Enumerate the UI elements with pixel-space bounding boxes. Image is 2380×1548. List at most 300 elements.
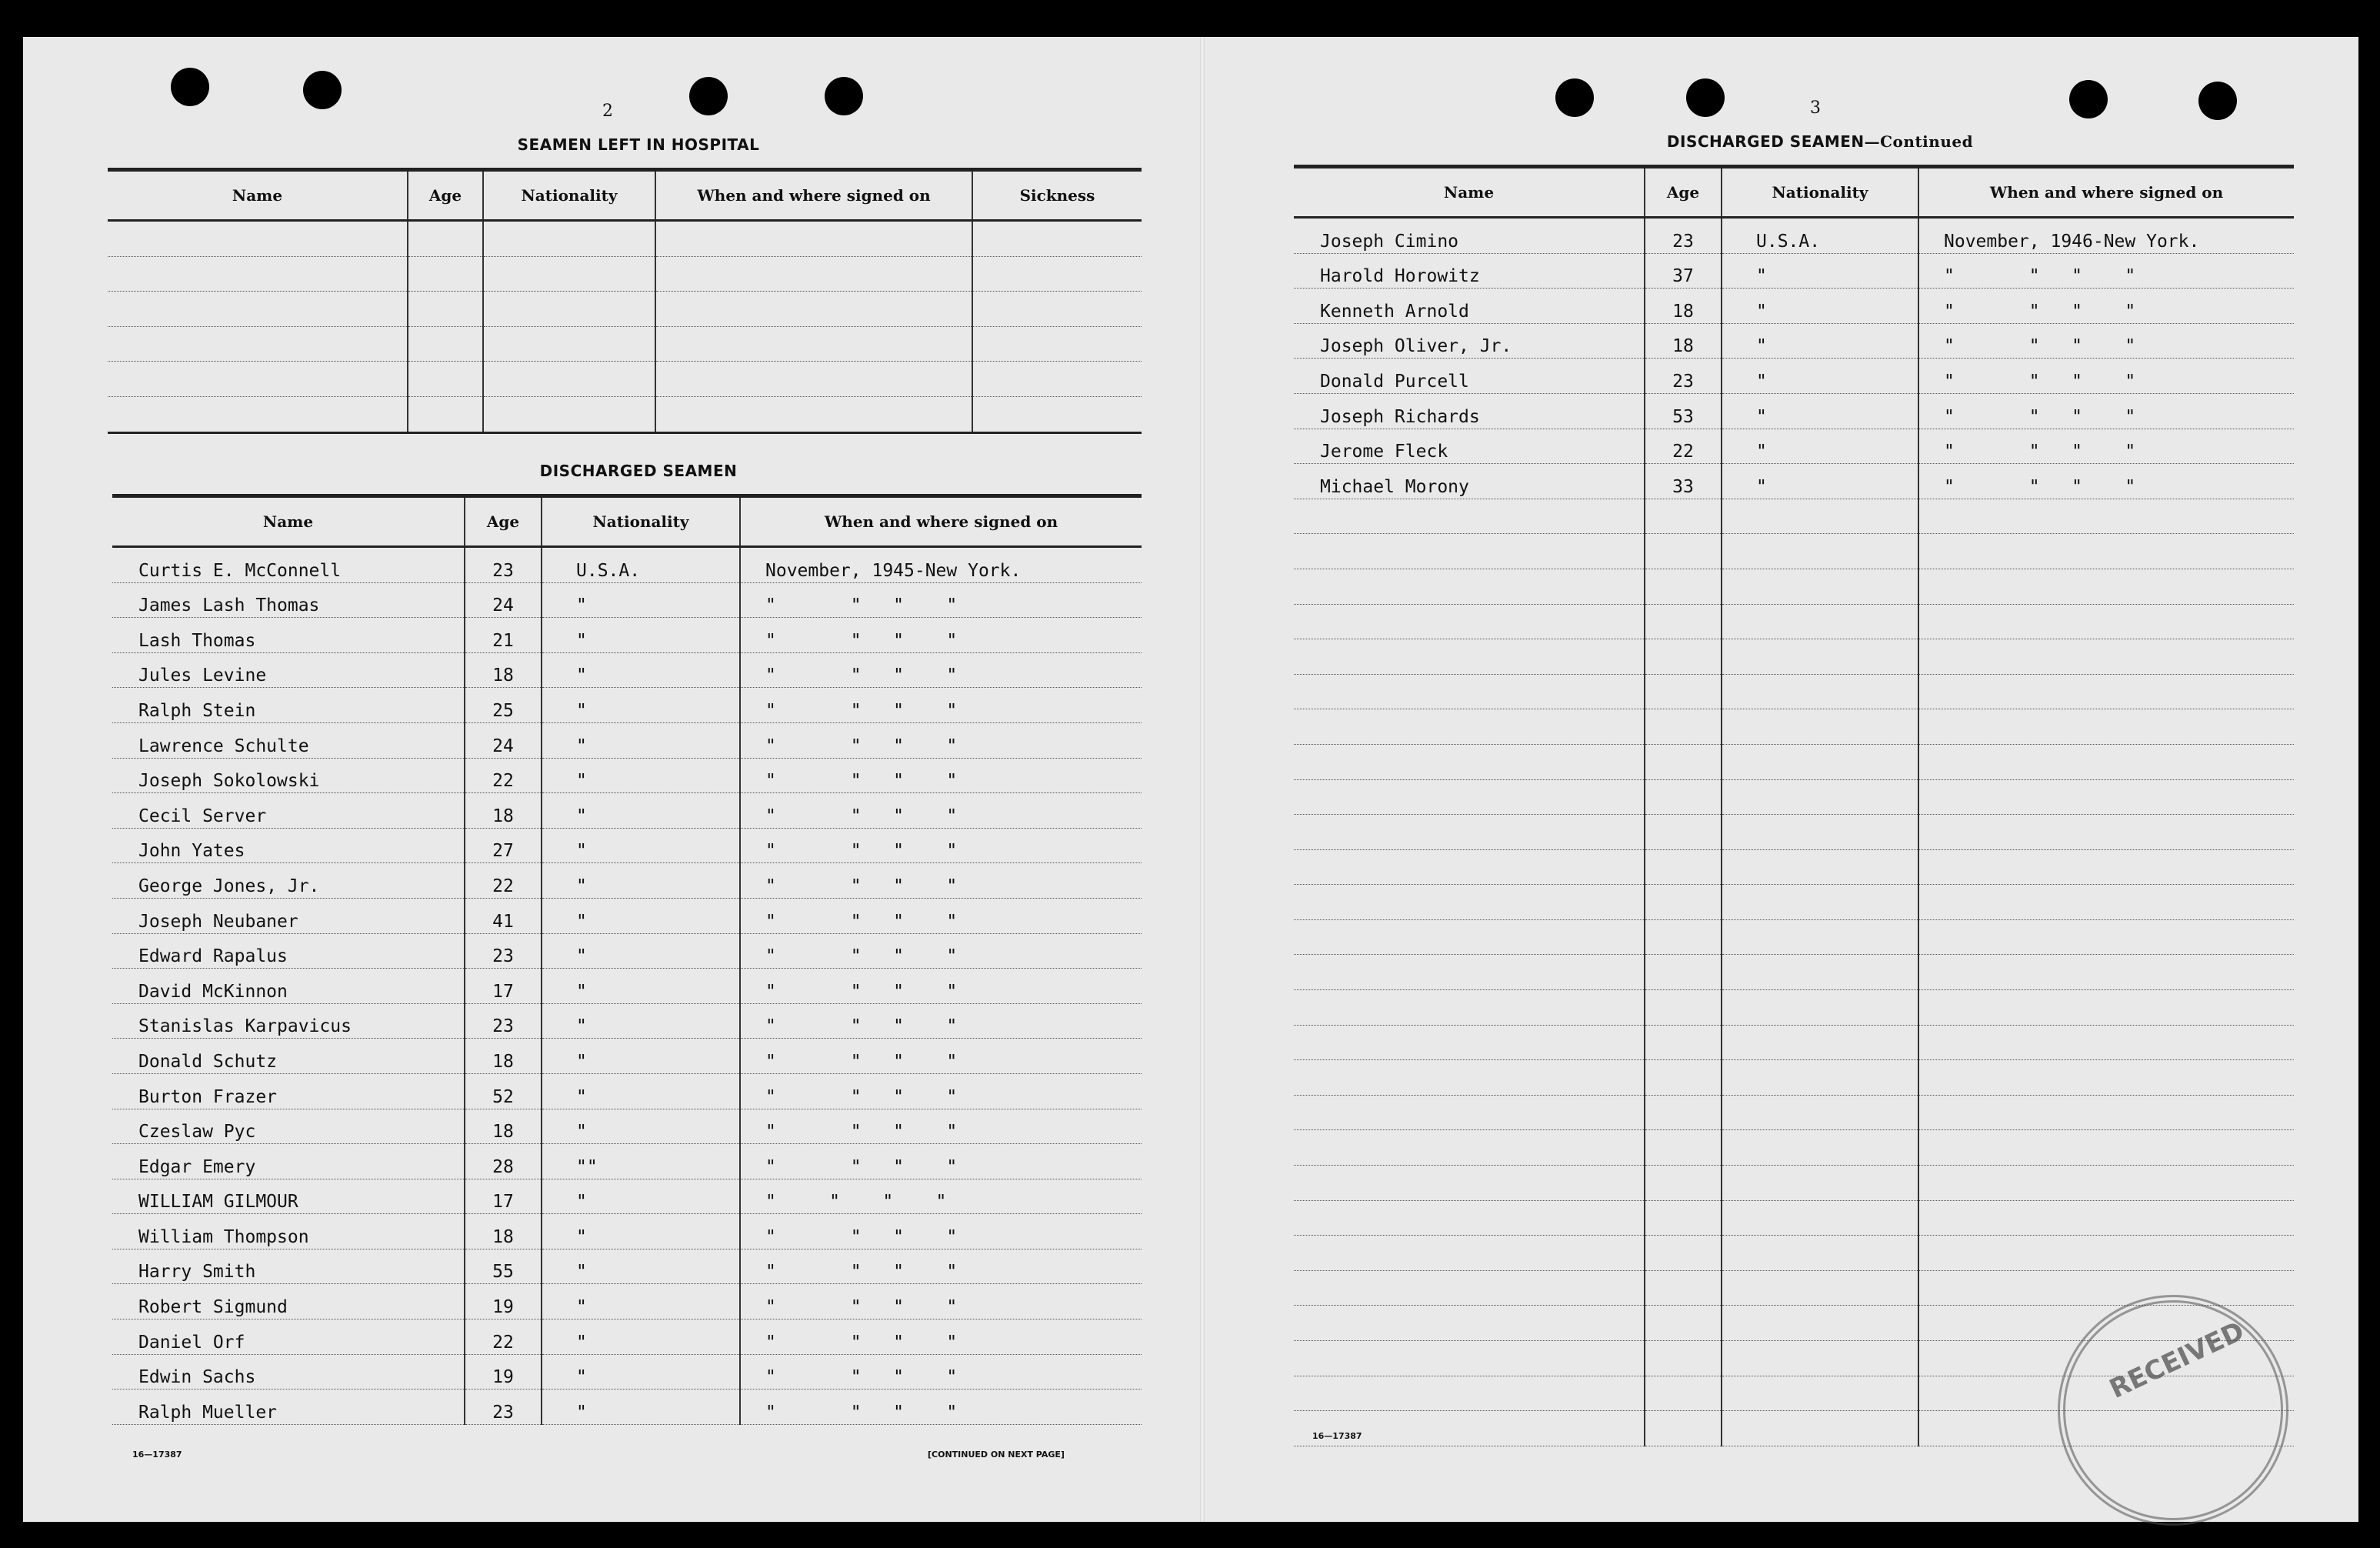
seaman-nationality: " bbox=[1722, 393, 1918, 429]
header-signed-on: When and where signed on bbox=[740, 496, 1142, 547]
seaman-age bbox=[1645, 1376, 1722, 1411]
header-name: Name bbox=[112, 496, 465, 547]
seaman-age bbox=[1645, 849, 1722, 885]
seaman-name: Joseph Richards bbox=[1294, 393, 1645, 429]
seaman-nationality bbox=[1722, 1025, 1918, 1060]
seaman-nationality: " bbox=[542, 1284, 740, 1319]
seaman-age bbox=[1645, 744, 1722, 779]
seaman-signed-on: " " " " bbox=[740, 898, 1142, 933]
seaman-name: Joseph Sokolowski bbox=[112, 758, 465, 793]
seaman-nationality bbox=[1722, 639, 1918, 675]
seaman-nationality bbox=[1722, 1130, 1918, 1166]
seaman-age: 22 bbox=[465, 863, 542, 899]
seaman-age bbox=[1645, 534, 1722, 569]
seaman-age bbox=[1645, 779, 1722, 815]
page-number: 2 bbox=[602, 102, 613, 121]
seaman-signed-on bbox=[1918, 674, 2294, 709]
table-row bbox=[1294, 429, 2294, 464]
seaman-signed-on bbox=[1918, 744, 2294, 779]
table-row bbox=[112, 582, 1142, 618]
table-row bbox=[1294, 990, 2294, 1026]
seaman-nationality bbox=[1722, 990, 1918, 1026]
header-age: Age bbox=[1645, 167, 1722, 218]
seaman-signed-on: " " " " bbox=[740, 758, 1142, 793]
seaman-nationality: " bbox=[1722, 359, 1918, 394]
seaman-nationality: "" bbox=[542, 1144, 740, 1179]
seaman-name: Czeslaw Pyc bbox=[112, 1109, 465, 1144]
seaman-signed-on: " " " " bbox=[740, 933, 1142, 969]
header-name: Name bbox=[108, 170, 408, 221]
seaman-signed-on bbox=[1918, 1130, 2294, 1166]
seaman-name bbox=[1294, 885, 1645, 920]
seaman-nationality: " bbox=[1722, 289, 1918, 324]
seaman-age: 52 bbox=[465, 1073, 542, 1109]
stamp-text: RECEIVED bbox=[2105, 1316, 2249, 1405]
seaman-age: 19 bbox=[465, 1354, 542, 1390]
discharged-rows bbox=[112, 547, 1142, 1425]
seaman-nationality: " bbox=[542, 1249, 740, 1284]
table-row bbox=[108, 362, 1142, 397]
seaman-nationality: " bbox=[542, 1179, 740, 1214]
seaman-name bbox=[1294, 569, 1645, 604]
table-row bbox=[112, 863, 1142, 899]
table-row bbox=[112, 1003, 1142, 1039]
seaman-age bbox=[1645, 499, 1722, 534]
seaman-age: 28 bbox=[465, 1144, 542, 1179]
seaman-nationality bbox=[1722, 744, 1918, 779]
table-row bbox=[1294, 779, 2294, 815]
seaman-signed-on: November, 1945-New York. bbox=[740, 547, 1142, 583]
table-row bbox=[112, 1073, 1142, 1109]
seaman-signed-on: " " " " bbox=[740, 1390, 1142, 1425]
seaman-signed-on: " " " " bbox=[740, 652, 1142, 688]
seaman-nationality bbox=[1722, 604, 1918, 639]
continued-note: [CONTINUED ON NEXT PAGE] bbox=[928, 1450, 1065, 1460]
seaman-age: 37 bbox=[1645, 253, 1722, 289]
seaman-age: 18 bbox=[1645, 323, 1722, 359]
table-row bbox=[108, 221, 1142, 257]
seaman-signed-on: " " " " bbox=[740, 1249, 1142, 1284]
seaman-name bbox=[1294, 1130, 1645, 1166]
seaman-name: Edgar Emery bbox=[112, 1144, 465, 1179]
table-row bbox=[112, 1144, 1142, 1179]
table-row bbox=[1294, 289, 2294, 324]
seaman-name bbox=[1294, 1236, 1645, 1271]
seaman-name: David McKinnon bbox=[112, 969, 465, 1004]
seaman-age: 24 bbox=[465, 722, 542, 758]
seaman-age: 18 bbox=[465, 1039, 542, 1074]
seaman-name: Burton Frazer bbox=[112, 1073, 465, 1109]
seaman-nationality: " bbox=[542, 1003, 740, 1039]
seaman-age bbox=[1645, 1060, 1722, 1096]
seaman-name: Edwin Sachs bbox=[112, 1354, 465, 1390]
received-stamp bbox=[2058, 1295, 2288, 1526]
table-row bbox=[112, 1249, 1142, 1284]
seaman-signed-on bbox=[1918, 534, 2294, 569]
header-name: Name bbox=[1294, 167, 1645, 218]
header-signed-on: When and where signed on bbox=[1918, 167, 2294, 218]
seaman-signed-on bbox=[1918, 815, 2294, 850]
seaman-signed-on bbox=[1918, 955, 2294, 990]
seaman-signed-on bbox=[1918, 1236, 2294, 1271]
seaman-nationality: " bbox=[1722, 323, 1918, 359]
seaman-age: 27 bbox=[465, 828, 542, 863]
seaman-nationality: " bbox=[542, 863, 740, 899]
seaman-name: Donald Schutz bbox=[112, 1039, 465, 1074]
table-row bbox=[1294, 604, 2294, 639]
seaman-age bbox=[1645, 569, 1722, 604]
seaman-nationality bbox=[1722, 1341, 1918, 1376]
seaman-age bbox=[1645, 885, 1722, 920]
table-row bbox=[108, 326, 1142, 362]
seaman-name: Jules Levine bbox=[112, 652, 465, 688]
seaman-nationality: " bbox=[542, 793, 740, 829]
seaman-signed-on bbox=[1918, 1095, 2294, 1130]
discharged-continued-title bbox=[1482, 132, 2158, 151]
seaman-nationality: " bbox=[542, 1390, 740, 1425]
seaman-age: 23 bbox=[1645, 218, 1722, 254]
seaman-name: Stanislas Karpavicus bbox=[112, 1003, 465, 1039]
seaman-age: 17 bbox=[465, 1179, 542, 1214]
seaman-name bbox=[1294, 674, 1645, 709]
seaman-nationality: " bbox=[542, 1319, 740, 1355]
seaman-nationality bbox=[1722, 1236, 1918, 1271]
seaman-name: Harold Horowitz bbox=[1294, 253, 1645, 289]
seaman-nationality bbox=[1722, 849, 1918, 885]
discharged-section-title: DISCHARGED SEAMEN bbox=[539, 462, 738, 480]
seaman-nationality: " bbox=[542, 828, 740, 863]
seaman-signed-on: " " " " bbox=[740, 1179, 1142, 1214]
seaman-name bbox=[1294, 709, 1645, 745]
seaman-nationality bbox=[1722, 919, 1918, 955]
seaman-name bbox=[1294, 1376, 1645, 1411]
seaman-signed-on bbox=[1918, 604, 2294, 639]
seaman-signed-on bbox=[1918, 1270, 2294, 1306]
seaman-age bbox=[1645, 639, 1722, 675]
seaman-age: 23 bbox=[1645, 359, 1722, 394]
seaman-age bbox=[1645, 1270, 1722, 1306]
seaman-nationality: " bbox=[542, 898, 740, 933]
form-number: 16—17387 bbox=[132, 1450, 182, 1460]
seaman-age: 18 bbox=[465, 793, 542, 829]
seaman-signed-on: " " " " bbox=[1918, 323, 2294, 359]
seaman-nationality: " bbox=[1722, 253, 1918, 289]
table-row bbox=[112, 722, 1142, 758]
seaman-nationality: U.S.A. bbox=[1722, 218, 1918, 254]
table-row bbox=[112, 758, 1142, 793]
seaman-age bbox=[1645, 1166, 1722, 1201]
seaman-name: Lash Thomas bbox=[112, 618, 465, 653]
seaman-age: 22 bbox=[465, 1319, 542, 1355]
seaman-nationality: " bbox=[542, 722, 740, 758]
seaman-nationality bbox=[1722, 815, 1918, 850]
table-row bbox=[1294, 1130, 2294, 1166]
table-row bbox=[1294, 1200, 2294, 1236]
seaman-nationality bbox=[1722, 955, 1918, 990]
seaman-name bbox=[1294, 1200, 1645, 1236]
seaman-name: Lawrence Schulte bbox=[112, 722, 465, 758]
table-row bbox=[1294, 744, 2294, 779]
seaman-signed-on: " " " " bbox=[740, 1354, 1142, 1390]
seaman-age: 21 bbox=[465, 618, 542, 653]
seaman-nationality bbox=[1722, 1200, 1918, 1236]
seaman-nationality: " bbox=[542, 933, 740, 969]
seaman-signed-on: " " " " bbox=[1918, 289, 2294, 324]
table-row bbox=[1294, 709, 2294, 745]
seaman-name bbox=[1294, 604, 1645, 639]
seaman-nationality bbox=[1722, 1411, 1918, 1446]
seaman-age bbox=[1645, 1306, 1722, 1341]
seaman-name bbox=[1294, 815, 1645, 850]
seaman-nationality: " bbox=[542, 969, 740, 1004]
seaman-name: Daniel Orf bbox=[112, 1319, 465, 1355]
seaman-signed-on: " " " " bbox=[740, 1144, 1142, 1179]
table-row bbox=[1294, 815, 2294, 850]
seaman-nationality: " bbox=[542, 1039, 740, 1074]
seaman-signed-on bbox=[1918, 990, 2294, 1026]
seaman-signed-on: " " " " bbox=[740, 722, 1142, 758]
seaman-name: William Thompson bbox=[112, 1214, 465, 1249]
seaman-nationality: " bbox=[542, 1214, 740, 1249]
seaman-name: Joseph Oliver, Jr. bbox=[1294, 323, 1645, 359]
seaman-age bbox=[1645, 919, 1722, 955]
seaman-name bbox=[1294, 499, 1645, 534]
seaman-name: Jerome Fleck bbox=[1294, 429, 1645, 464]
seaman-name bbox=[1294, 1025, 1645, 1060]
seaman-name: John Yates bbox=[112, 828, 465, 863]
seaman-signed-on bbox=[1918, 1200, 2294, 1236]
table-row bbox=[112, 1109, 1142, 1144]
seaman-nationality: " bbox=[542, 1354, 740, 1390]
seaman-age: 17 bbox=[465, 969, 542, 1004]
title-main: DISCHARGED SEAMEN bbox=[1666, 132, 1865, 151]
seaman-age bbox=[1645, 1095, 1722, 1130]
seaman-signed-on bbox=[1918, 779, 2294, 815]
seaman-signed-on: " " " " bbox=[740, 1214, 1142, 1249]
table-row bbox=[1294, 359, 2294, 394]
seaman-age bbox=[1645, 955, 1722, 990]
seaman-age: 22 bbox=[1645, 429, 1722, 464]
seaman-name bbox=[1294, 849, 1645, 885]
seaman-name: Kenneth Arnold bbox=[1294, 289, 1645, 324]
table-row bbox=[112, 652, 1142, 688]
seaman-name: George Jones, Jr. bbox=[112, 863, 465, 899]
header-sickness: Sickness bbox=[972, 170, 1142, 221]
seaman-name: Edward Rapalus bbox=[112, 933, 465, 969]
table-row bbox=[112, 828, 1142, 863]
table-row bbox=[1294, 534, 2294, 569]
header-age: Age bbox=[408, 170, 483, 221]
table-row bbox=[1294, 919, 2294, 955]
seaman-name bbox=[1294, 955, 1645, 990]
seaman-name: Ralph Mueller bbox=[112, 1390, 465, 1425]
seaman-age bbox=[1645, 1025, 1722, 1060]
table-row bbox=[112, 898, 1142, 933]
seaman-age: 19 bbox=[465, 1284, 542, 1319]
table-row bbox=[1294, 885, 2294, 920]
seaman-name bbox=[1294, 779, 1645, 815]
table-row bbox=[1294, 1025, 2294, 1060]
discharged-header-row bbox=[1294, 167, 2294, 218]
seaman-nationality bbox=[1722, 709, 1918, 745]
discharged-rows bbox=[1294, 218, 2294, 1446]
seaman-name: Curtis E. McConnell bbox=[112, 547, 465, 583]
seaman-age: 55 bbox=[465, 1249, 542, 1284]
seaman-signed-on: " " " " bbox=[740, 618, 1142, 653]
seaman-name bbox=[1294, 1095, 1645, 1130]
discharged-continued-table bbox=[1294, 165, 2294, 1446]
discharged-table bbox=[112, 494, 1142, 1425]
seaman-age: 18 bbox=[465, 1214, 542, 1249]
seaman-nationality: " bbox=[1722, 464, 1918, 499]
seaman-signed-on: " " " " bbox=[1918, 359, 2294, 394]
hospital-header-row bbox=[108, 170, 1142, 221]
seaman-nationality: " bbox=[542, 618, 740, 653]
title-continued: —Continued bbox=[1864, 132, 1974, 151]
seaman-signed-on bbox=[1918, 919, 2294, 955]
seaman-signed-on: " " " " bbox=[740, 1073, 1142, 1109]
seaman-nationality bbox=[1722, 674, 1918, 709]
seaman-signed-on: " " " " bbox=[740, 828, 1142, 863]
table-row bbox=[1294, 1236, 2294, 1271]
header-nationality: Nationality bbox=[483, 170, 655, 221]
seaman-name: Michael Morony bbox=[1294, 464, 1645, 499]
seaman-signed-on: " " " " bbox=[740, 1284, 1142, 1319]
seaman-signed-on: " " " " bbox=[740, 582, 1142, 618]
table-row bbox=[112, 1354, 1142, 1390]
seaman-nationality: " bbox=[542, 582, 740, 618]
header-nationality: Nationality bbox=[542, 496, 740, 547]
seaman-nationality bbox=[1722, 534, 1918, 569]
seaman-signed-on: " " " " bbox=[1918, 429, 2294, 464]
seaman-age: 25 bbox=[465, 688, 542, 723]
seaman-age: 18 bbox=[1645, 289, 1722, 324]
seaman-name bbox=[1294, 1306, 1645, 1341]
seaman-nationality: " bbox=[542, 1109, 740, 1144]
table-row bbox=[112, 969, 1142, 1004]
seaman-name bbox=[1294, 919, 1645, 955]
seaman-nationality bbox=[1722, 1306, 1918, 1341]
seaman-signed-on: " " " " bbox=[740, 688, 1142, 723]
seaman-signed-on: " " " " bbox=[740, 863, 1142, 899]
seaman-age bbox=[1645, 709, 1722, 745]
seaman-signed-on bbox=[1918, 639, 2294, 675]
table-row bbox=[112, 1214, 1142, 1249]
seaman-signed-on bbox=[1918, 569, 2294, 604]
seaman-signed-on: " " " " bbox=[1918, 393, 2294, 429]
table-row bbox=[112, 1179, 1142, 1214]
seaman-age bbox=[1645, 1411, 1722, 1446]
seaman-name bbox=[1294, 1060, 1645, 1096]
seaman-age bbox=[1645, 674, 1722, 709]
header-signed-on: When and where signed on bbox=[655, 170, 972, 221]
seaman-age: 23 bbox=[465, 1390, 542, 1425]
table-row bbox=[108, 396, 1142, 432]
seaman-age: 23 bbox=[465, 547, 542, 583]
table-row bbox=[1294, 849, 2294, 885]
table-row bbox=[112, 547, 1142, 583]
seaman-name bbox=[1294, 1166, 1645, 1201]
hospital-table bbox=[108, 168, 1142, 434]
table-row bbox=[112, 618, 1142, 653]
form-number: 16—17387 bbox=[1312, 1431, 1362, 1441]
table-row bbox=[1294, 955, 2294, 990]
document-sheet bbox=[23, 37, 2358, 1522]
table-row bbox=[1294, 674, 2294, 709]
seaman-name: Donald Purcell bbox=[1294, 359, 1645, 394]
header-age: Age bbox=[465, 496, 542, 547]
seaman-name: WILLIAM GILMOUR bbox=[112, 1179, 465, 1214]
table-row bbox=[112, 1390, 1142, 1425]
seaman-signed-on bbox=[1918, 849, 2294, 885]
table-row bbox=[1294, 1095, 2294, 1130]
seaman-nationality: U.S.A. bbox=[542, 547, 740, 583]
table-row bbox=[1294, 639, 2294, 675]
seaman-age bbox=[1645, 1236, 1722, 1271]
seaman-age: 23 bbox=[465, 1003, 542, 1039]
seaman-name: James Lash Thomas bbox=[112, 582, 465, 618]
seaman-age: 53 bbox=[1645, 393, 1722, 429]
seaman-nationality bbox=[1722, 1270, 1918, 1306]
seaman-signed-on: " " " " bbox=[740, 1003, 1142, 1039]
table-row bbox=[1294, 218, 2294, 254]
seaman-age bbox=[1645, 1341, 1722, 1376]
seaman-nationality: " bbox=[1722, 429, 1918, 464]
seaman-name: Cecil Server bbox=[112, 793, 465, 829]
seaman-age: 41 bbox=[465, 898, 542, 933]
table-row bbox=[1294, 323, 2294, 359]
seaman-nationality bbox=[1722, 569, 1918, 604]
seaman-nationality: " bbox=[542, 758, 740, 793]
discharged-header-row bbox=[112, 496, 1142, 547]
seaman-nationality: " bbox=[542, 1073, 740, 1109]
hospital-section-title: SEAMEN LEFT IN HOSPITAL bbox=[517, 135, 760, 154]
table-row bbox=[1294, 464, 2294, 499]
table-row bbox=[112, 1039, 1142, 1074]
seaman-name bbox=[1294, 1341, 1645, 1376]
header-nationality: Nationality bbox=[1722, 167, 1918, 218]
table-row bbox=[1294, 569, 2294, 604]
seaman-nationality bbox=[1722, 1376, 1918, 1411]
seaman-nationality bbox=[1722, 1060, 1918, 1096]
seaman-name: Joseph Cimino bbox=[1294, 218, 1645, 254]
seaman-signed-on: " " " " bbox=[740, 1039, 1142, 1074]
seaman-age bbox=[1645, 604, 1722, 639]
table-row bbox=[1294, 253, 2294, 289]
table-row bbox=[112, 688, 1142, 723]
seaman-name: Ralph Stein bbox=[112, 688, 465, 723]
seaman-signed-on bbox=[1918, 709, 2294, 745]
seaman-signed-on: " " " " bbox=[740, 1109, 1142, 1144]
seaman-name bbox=[1294, 1270, 1645, 1306]
seaman-nationality bbox=[1722, 885, 1918, 920]
seaman-age bbox=[1645, 1130, 1722, 1166]
seaman-signed-on: " " " " bbox=[1918, 253, 2294, 289]
seaman-name bbox=[1294, 639, 1645, 675]
seaman-age: 22 bbox=[465, 758, 542, 793]
seaman-age bbox=[1645, 815, 1722, 850]
table-row bbox=[112, 793, 1142, 829]
seaman-signed-on bbox=[1918, 885, 2294, 920]
seaman-age: 18 bbox=[465, 1109, 542, 1144]
table-row bbox=[1294, 1166, 2294, 1201]
table-row bbox=[112, 1284, 1142, 1319]
seaman-age bbox=[1645, 1200, 1722, 1236]
seaman-name bbox=[1294, 534, 1645, 569]
seaman-age: 24 bbox=[465, 582, 542, 618]
table-row bbox=[1294, 1060, 2294, 1096]
seaman-nationality: " bbox=[542, 652, 740, 688]
